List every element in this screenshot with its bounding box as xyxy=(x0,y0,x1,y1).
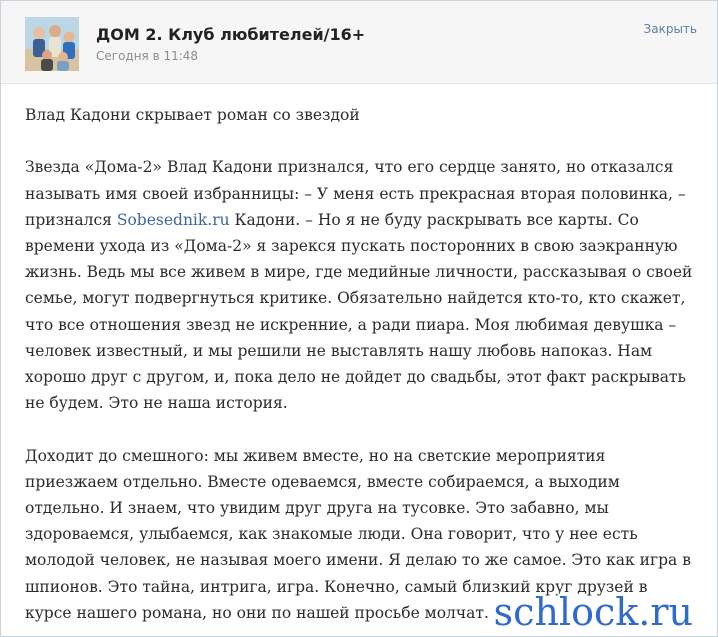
paragraph-1-text-end: Кадони. – Но я не буду раскрывать все карты. Со времени ухода из «Дома-2» я зарекся пускать посторонних в свою заэкранную жизнь. Ведь мы все живем в мире, где медийные личности, рассказывая о своей семье, могут подвергнуться критике. Обязательно найдется кто-то, кто скажет, что все отношения звезд не искренние, а ради пиара. Моя любимая девушка – человек известный, и мы решили не выставлять нашу любовь напоказ. Нам хорошо друг с другом, и, пока дело не дойдет до свадьбы, этот факт раскрывать не будем. Это не наша история. xyxy=(25,210,693,413)
post-text xyxy=(25,102,697,626)
watermark: schlock.ru xyxy=(493,590,693,634)
group-avatar-photo-icon xyxy=(25,17,79,71)
post-title: Влад Кадони скрывает роман со звездой xyxy=(25,106,360,124)
post-date[interactable]: Сегодня в 11:48 xyxy=(96,49,199,63)
source-link[interactable]: Sobesednik.ru xyxy=(116,210,230,229)
close-button[interactable]: Закрыть xyxy=(643,22,697,36)
post-paragraph-2: Доходит до смешного: мы живем вместе, но на светские мероприятия приезжаем отдельно. Вместе одеваемся, вместе собираемся, а выходим отдельно. И знаем, что увидим друг друга на тусовке. Это забавно, мы здороваемся, улыбаемся, как знакомые люди. Она говорит, что у нее есть молодой человек, не называя моего имени. Я делаю то же самое. Это как игра в шпионов. Это тайна, интрига, игра. Конечно, самый близкий круг друзей в курсе нашего романа, но они по нашей просьбе молчат. xyxy=(25,446,691,622)
group-name[interactable]: ДОМ 2. Клуб любителей/16+ xyxy=(96,25,366,44)
post-header xyxy=(1,1,717,84)
paragraph-1-text-start: Звезда «Дома-2» Влад Кадони признался, что его сердце занято, но отказался называть имя своей избранницы: – У меня есть прекрасная вторая половинка, – признался xyxy=(25,158,686,229)
group-avatar[interactable] xyxy=(25,17,79,71)
post-paragraph-1 xyxy=(25,154,697,416)
